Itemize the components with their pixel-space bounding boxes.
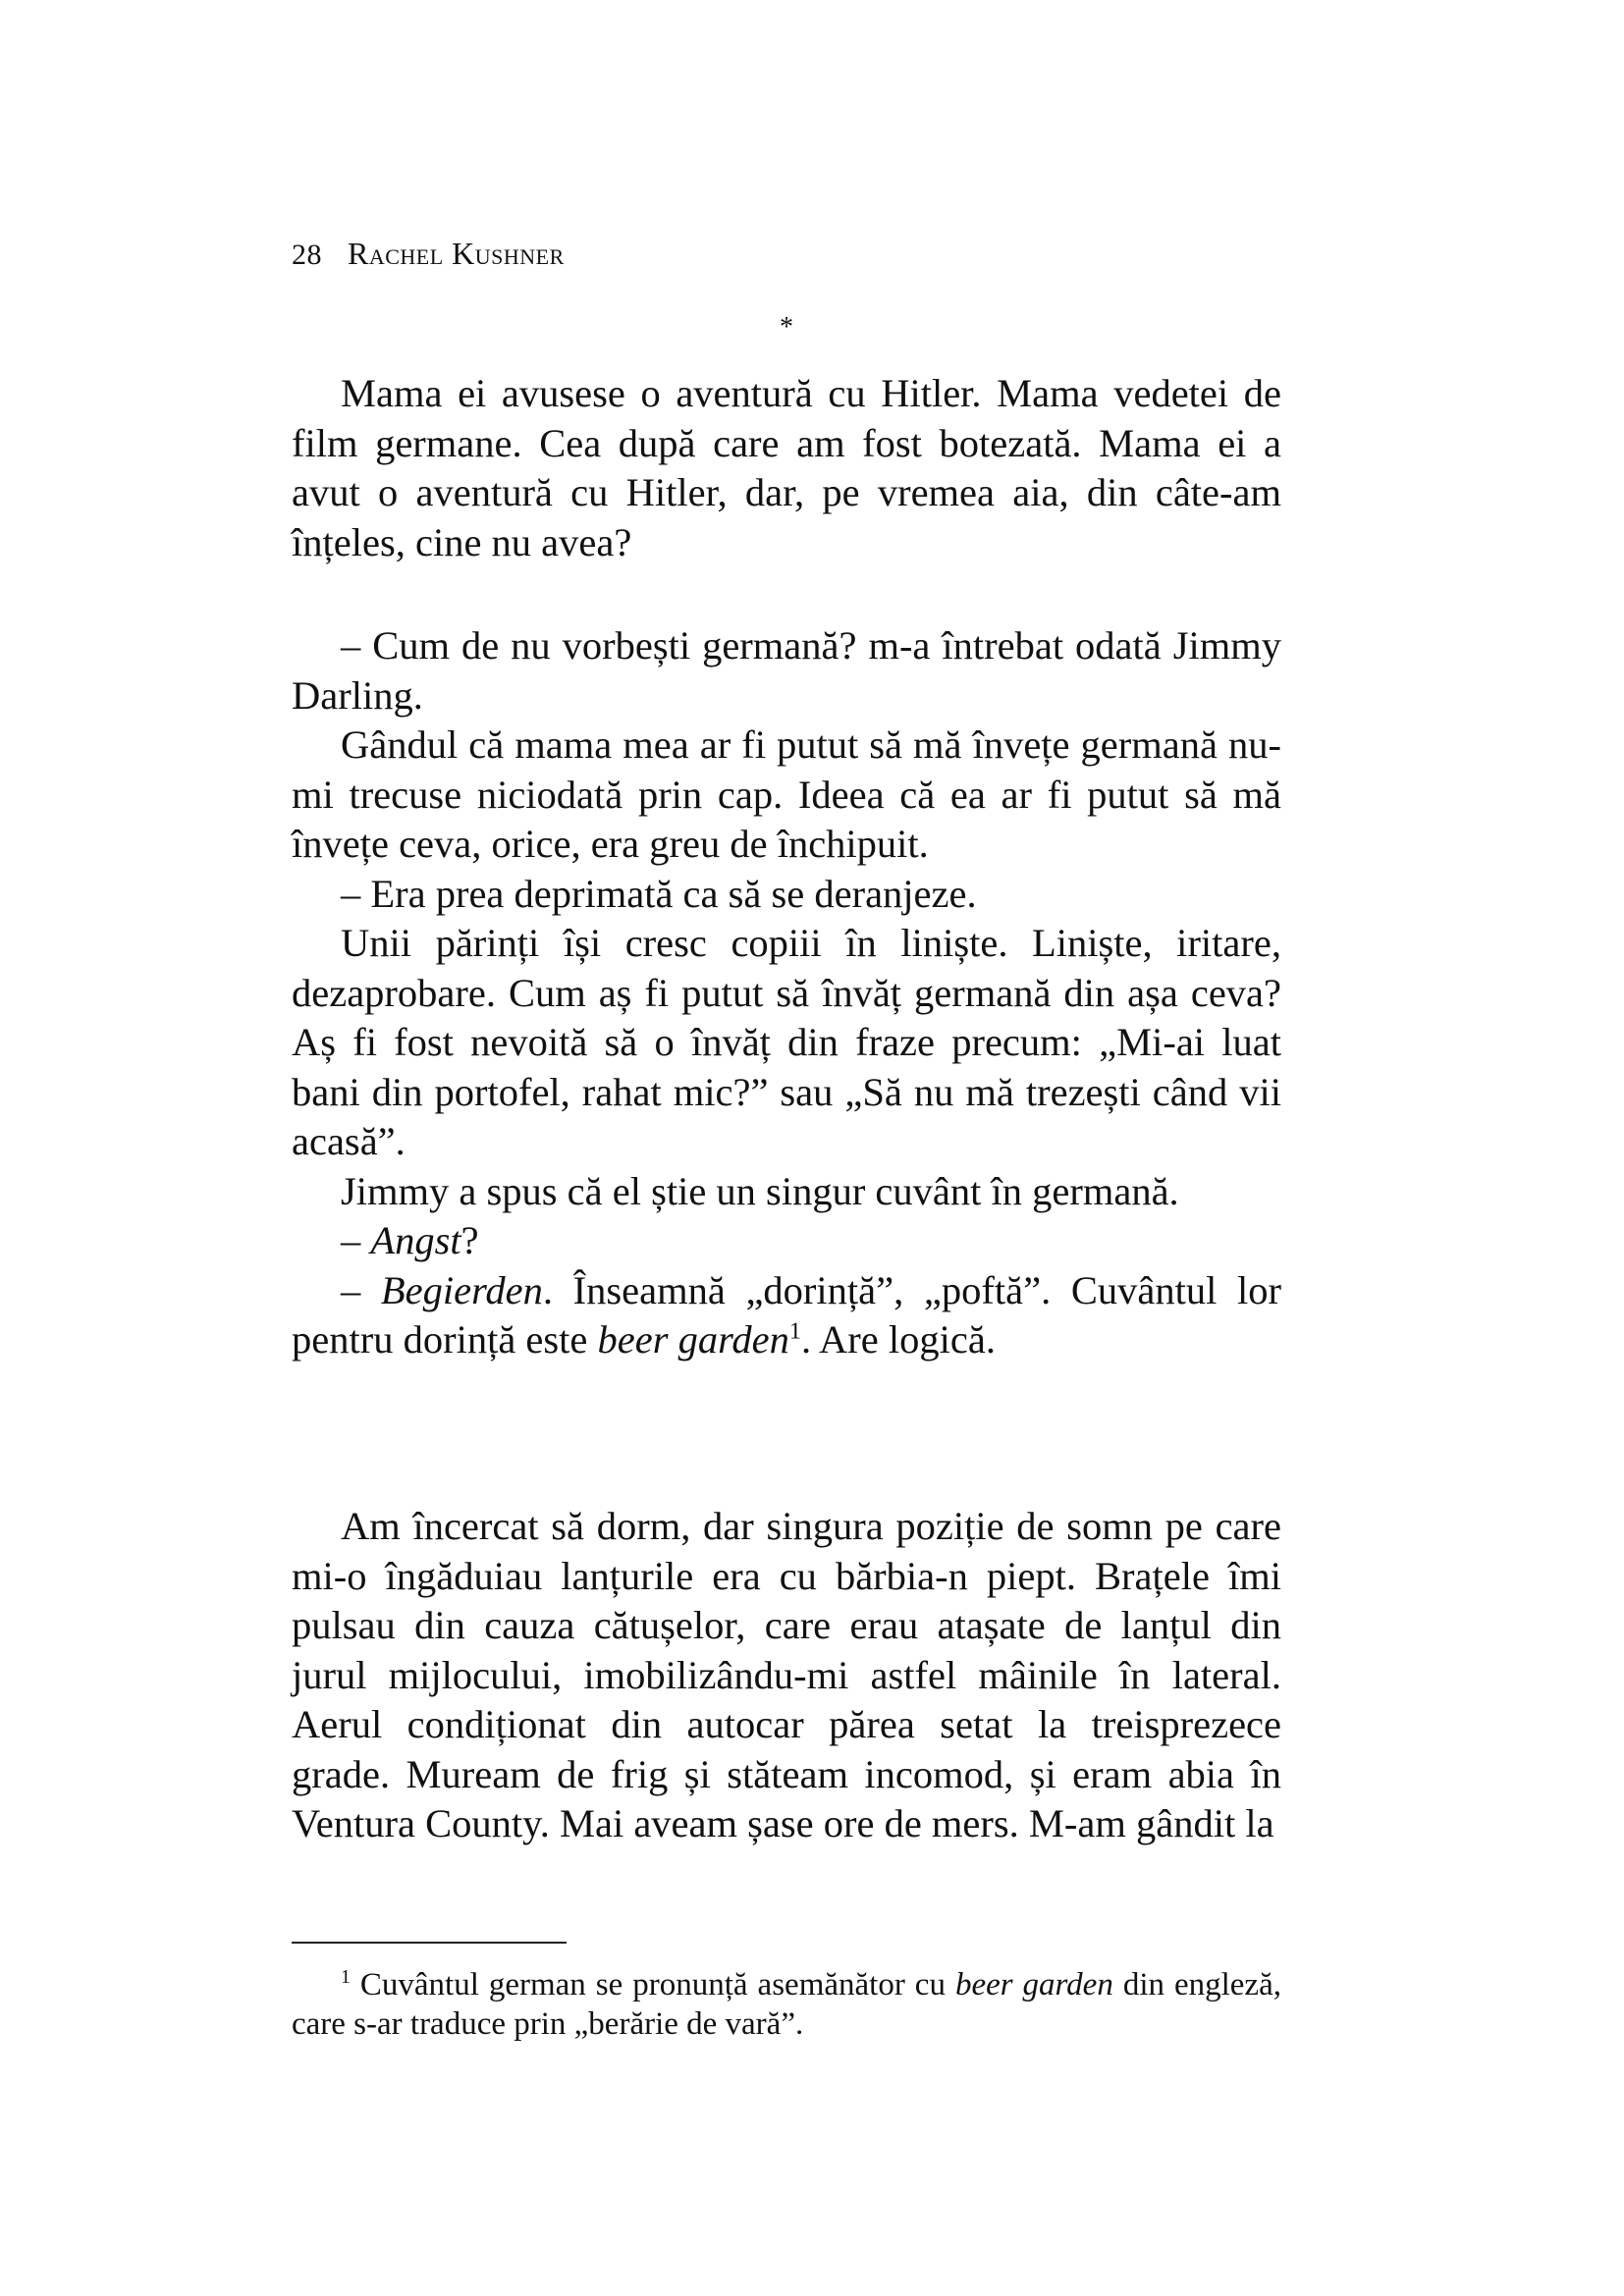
paragraph: Unii părinți își cresc copiii în liniște. Liniște, iritare, dezaprobare. Cum aș fi putut să învăț germană din așa ceva? Aș fi fost nevoită să o învăț din fraze precum: „Mi-ai luat bani din portofel, rahat mic?” sau „Să nu mă trezești când vii acasă”. [292, 921, 1281, 1163]
footnote-reference[interactable]: 1 [788, 1317, 802, 1345]
running-header [292, 236, 565, 272]
italic-word: Begierden [380, 1267, 543, 1312]
section-break: * [780, 312, 793, 343]
footnote-mark: 1 [341, 1966, 351, 1989]
paragraph: Am încercat să dorm, dar singura poziție de somn pe care mi-o îngăduiau lanțurile era cu bărbia-n piept. Brațele îmi pulsau din cauza cătușelor, care erau atașate de lanțul din jurul mijlocului, imobilizându-mi astfel mâinile în lateral. Aerul condiționat din autocar părea setat la treisprezece grade. Muream de frig și stăteam incomod, și eram abia în Ventura County. Mai aveam șase ore de mers. M-am gândit la [292, 1504, 1281, 1845]
footnote-text: din engleză, care s-ar traduce prin „berărie de vară”. [292, 1967, 1281, 2042]
paragraph-block-2 [292, 621, 1281, 1365]
paragraph: Jimmy a spus că el știe un singur cuvânt în germană. [341, 1168, 1179, 1213]
italic-word: Angst [370, 1218, 461, 1262]
dialogue-paragraph [292, 1216, 1281, 1266]
dialogue-paragraph: – Era prea deprimată ca să se deranjeze. [341, 871, 977, 916]
paragraph-block-1 [292, 369, 1281, 567]
paragraph-block-3 [292, 1502, 1281, 1849]
footnote [292, 1965, 1281, 2044]
dash: – [341, 1218, 371, 1262]
author-name: Rachel Kushner [348, 236, 565, 271]
italic-word: beer garden [597, 1317, 789, 1362]
page-number: 28 [292, 239, 322, 271]
text-span: . Are logică. [801, 1317, 996, 1362]
dash: – [341, 1267, 381, 1312]
footnote-text: Cuvântul german se pronunță asemănător cu [350, 1967, 955, 2002]
dialogue-paragraph: – Cum de nu vorbești germană? m-a întrebat odată Jimmy Darling. [292, 623, 1281, 718]
paragraph: Mama ei avusese o aventură cu Hitler. Mama vedetei de film germane. Cea după care am fost botezată. Mama ei a avut o aventură cu Hitler, dar, pe vremea aia, din câte-am înțeles, cine nu avea? [292, 371, 1281, 564]
text-span: ? [460, 1218, 479, 1262]
dialogue-paragraph [292, 1266, 1281, 1365]
italic-word: beer garden [954, 1967, 1113, 2002]
paragraph: Gândul că mama mea ar fi putut să mă învețe germană nu-mi trecuse niciodată prin cap. Ideea că ea ar fi putut să mă învețe ceva, orice, era greu de închipuit. [292, 722, 1281, 866]
text-span: . Înseamnă „dorință”, „poftă”. Cuvântul lor pentru dorință este [292, 1267, 1281, 1362]
footnote-divider [292, 1942, 567, 1944]
